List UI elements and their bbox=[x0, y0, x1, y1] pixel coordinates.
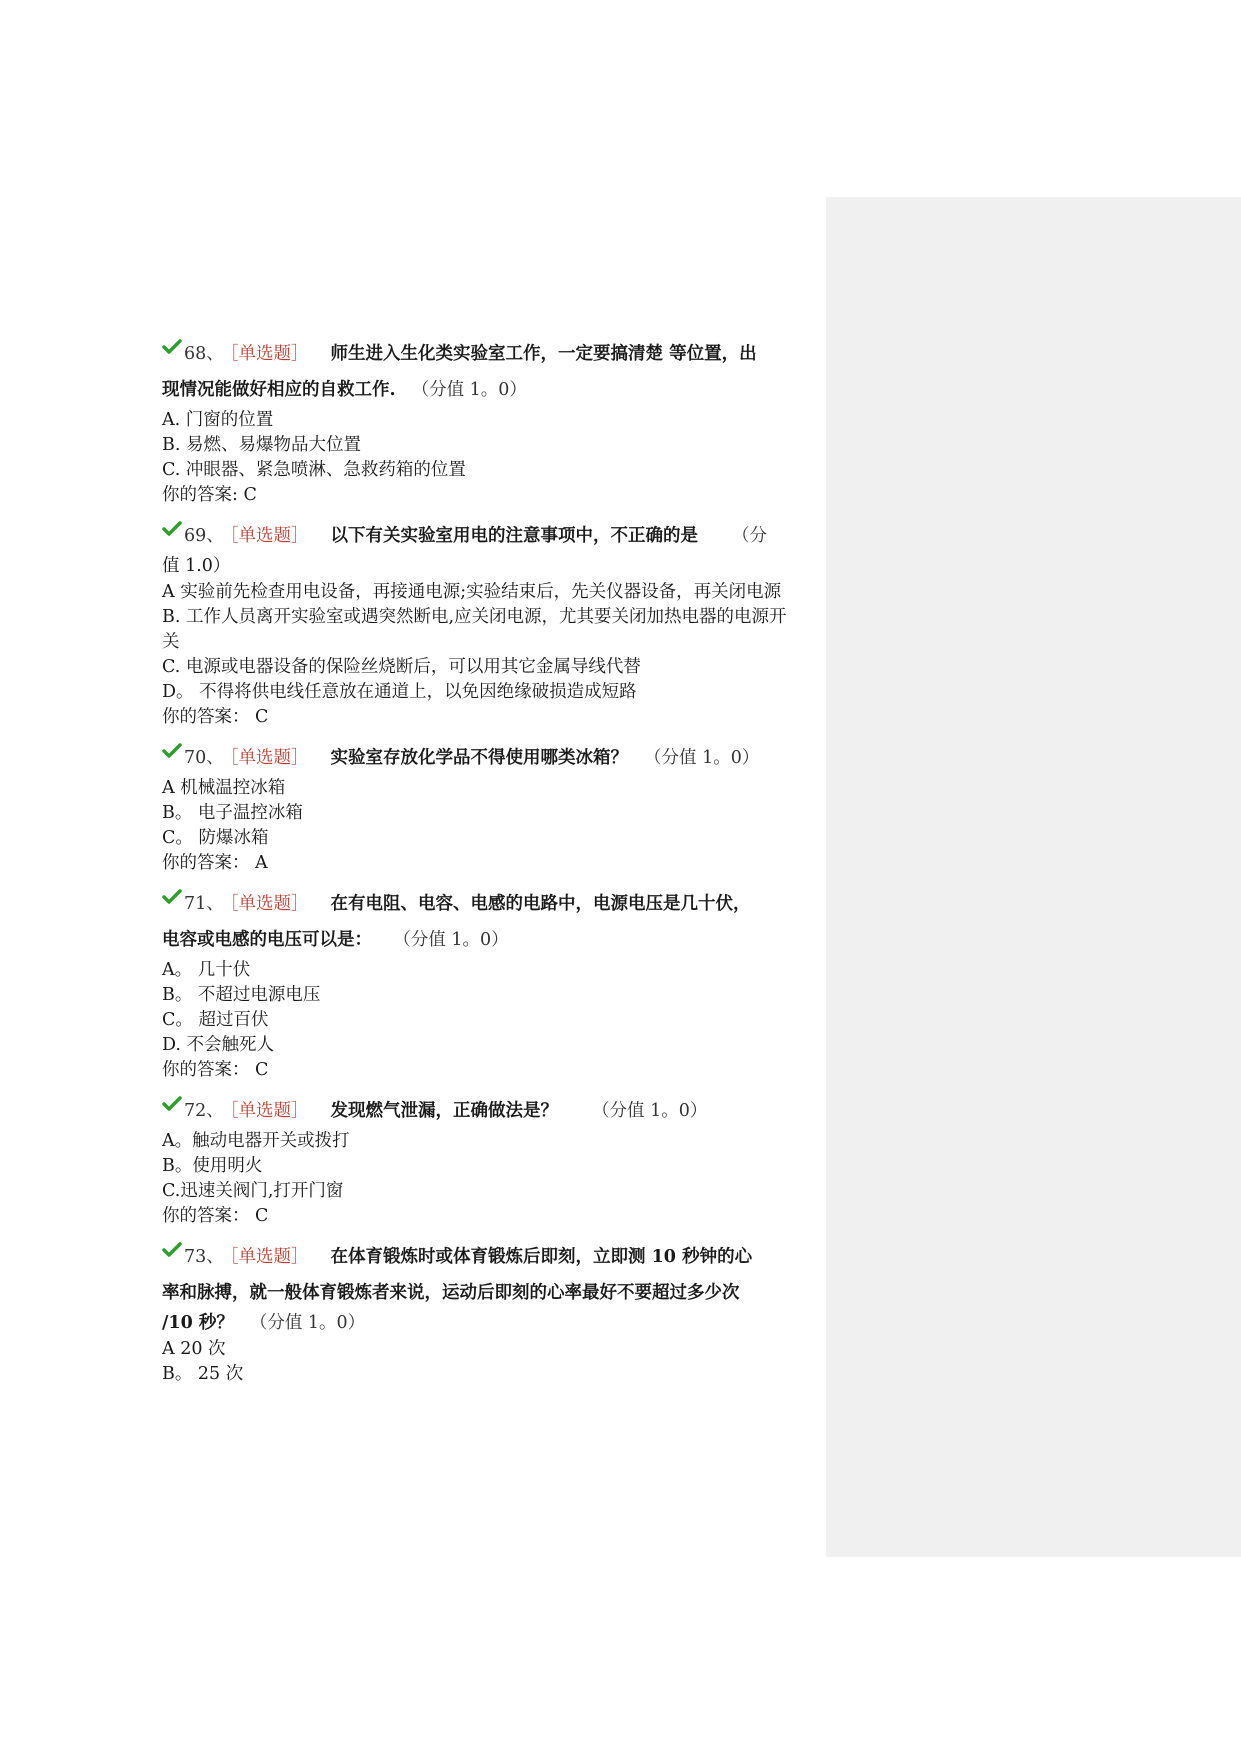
question-title-cont bbox=[162, 1309, 802, 1337]
question-score: （分值 1。0） bbox=[249, 1313, 366, 1333]
check-icon bbox=[162, 1096, 182, 1112]
your-answer: 你的答案： C bbox=[162, 707, 269, 727]
question-stem: 在体育锻炼时或体育锻炼后即刻，立即测 10 秒钟的心 bbox=[330, 1247, 753, 1267]
option-b: B。 电子温控冰箱 bbox=[162, 803, 303, 823]
option-a: A 实验前先检查用电设备，再接通电源;实验结束后，先关仪器设备，再关闭电源 bbox=[162, 582, 782, 602]
question-71 bbox=[162, 886, 802, 1083]
question-title bbox=[162, 518, 802, 554]
comment-pane bbox=[826, 197, 1241, 1557]
question-stem: 发现燃气泄漏，正确做法是？ bbox=[330, 1101, 559, 1121]
question-stem: 在有电阻、电容、电感的电路中，电源电压是几十伏， bbox=[330, 894, 751, 914]
question-number: 73、 bbox=[184, 1247, 224, 1267]
question-title bbox=[162, 886, 802, 922]
question-title bbox=[162, 336, 802, 372]
check-icon bbox=[162, 889, 182, 905]
question-stem: 师生进入生化类实验室工作，一定要搞清楚 等位置，出 bbox=[330, 344, 757, 364]
question-title bbox=[162, 1093, 802, 1129]
question-number: 69、 bbox=[184, 526, 224, 546]
question-number: 72、 bbox=[184, 1101, 224, 1121]
your-answer: 你的答案： C bbox=[162, 1206, 269, 1226]
option-c: C. 冲眼器、紧急喷淋、急救药箱的位置 bbox=[162, 460, 466, 480]
question-type-tag: ［单选题］ bbox=[229, 526, 309, 546]
question-score: （分值 1。0） bbox=[411, 380, 527, 400]
option-a: A 20 次 bbox=[162, 1339, 226, 1359]
question-type-tag: ［单选题］ bbox=[229, 1101, 309, 1121]
option-c: C。 防爆冰箱 bbox=[162, 828, 269, 848]
question-68 bbox=[162, 336, 802, 508]
your-answer: 你的答案: C bbox=[162, 485, 257, 505]
check-icon bbox=[162, 521, 182, 537]
option-b: B。使用明火 bbox=[162, 1156, 263, 1176]
question-title bbox=[162, 1239, 802, 1275]
option-c: C。 超过百伏 bbox=[162, 1010, 269, 1030]
your-answer: 你的答案： C bbox=[162, 1060, 269, 1080]
check-icon bbox=[162, 1242, 182, 1258]
option-b: B。 不超过电源电压 bbox=[162, 985, 321, 1005]
question-title bbox=[162, 740, 802, 776]
option-b: B. 易燃、易爆物品大位置 bbox=[162, 435, 361, 455]
question-title-cont bbox=[162, 922, 802, 958]
question-score: （分值 1。0） bbox=[644, 748, 760, 768]
question-70 bbox=[162, 740, 802, 876]
option-a: A。触动电器开关或拨打 bbox=[162, 1131, 350, 1151]
question-number: 68、 bbox=[184, 344, 224, 364]
option-c: C.迅速关阀门,打开门窗 bbox=[162, 1181, 344, 1201]
option-d: D。 不得将供电线任意放在通道上，以免因绝缘破损造成短路 bbox=[162, 682, 637, 702]
question-score: （分 bbox=[732, 526, 768, 546]
option-d: D. 不会触死人 bbox=[162, 1035, 275, 1055]
check-icon bbox=[162, 743, 182, 759]
question-stem: 实验室存放化学品不得使用哪类冰箱？ bbox=[330, 748, 629, 768]
question-title-cont bbox=[162, 372, 802, 408]
question-score: （分值 1。0） bbox=[592, 1101, 708, 1121]
document-content bbox=[162, 336, 802, 1397]
your-answer: 你的答案： A bbox=[162, 853, 268, 873]
question-stem: 率和脉搏，就一般体育锻炼者来说，运动后即刻的心率最好不要超过多少次 bbox=[162, 1283, 740, 1303]
question-69 bbox=[162, 518, 802, 730]
check-icon bbox=[162, 339, 182, 355]
question-score-cont: 值 1.0） bbox=[162, 556, 231, 576]
question-stem: 现情况能做好相应的自救工作. bbox=[162, 380, 396, 400]
question-stem: 以下有关实验室用电的注意事项中，不正确的是 bbox=[330, 526, 699, 546]
question-type-tag: ［单选题］ bbox=[229, 748, 309, 768]
question-stem: 电容或电感的电压可以是： bbox=[162, 930, 372, 950]
option-a: A. 门窗的位置 bbox=[162, 410, 274, 430]
question-title-cont bbox=[162, 1275, 802, 1311]
option-a: A 机械温控冰箱 bbox=[162, 778, 286, 798]
question-type-tag: ［单选题］ bbox=[229, 894, 309, 914]
question-score: （分值 1。0） bbox=[402, 930, 509, 950]
option-a: A。 几十伏 bbox=[162, 960, 251, 980]
question-type-tag: ［单选题］ bbox=[229, 1247, 309, 1267]
option-c: C. 电源或电器设备的保险丝烧断后，可以用其它金属导线代替 bbox=[162, 657, 641, 677]
question-number: 71、 bbox=[184, 894, 224, 914]
question-type-tag: ［单选题］ bbox=[229, 344, 309, 364]
option-b: B。 25 次 bbox=[162, 1364, 244, 1384]
question-number: 70、 bbox=[184, 748, 224, 768]
option-b: B. 工作人员离开实验室或遇突然断电,应关闭电源，尤其要关闭加热电器的电源开关 bbox=[162, 607, 787, 652]
question-72 bbox=[162, 1093, 802, 1229]
question-stem: /10 秒？ bbox=[162, 1313, 234, 1333]
question-73 bbox=[162, 1239, 802, 1387]
